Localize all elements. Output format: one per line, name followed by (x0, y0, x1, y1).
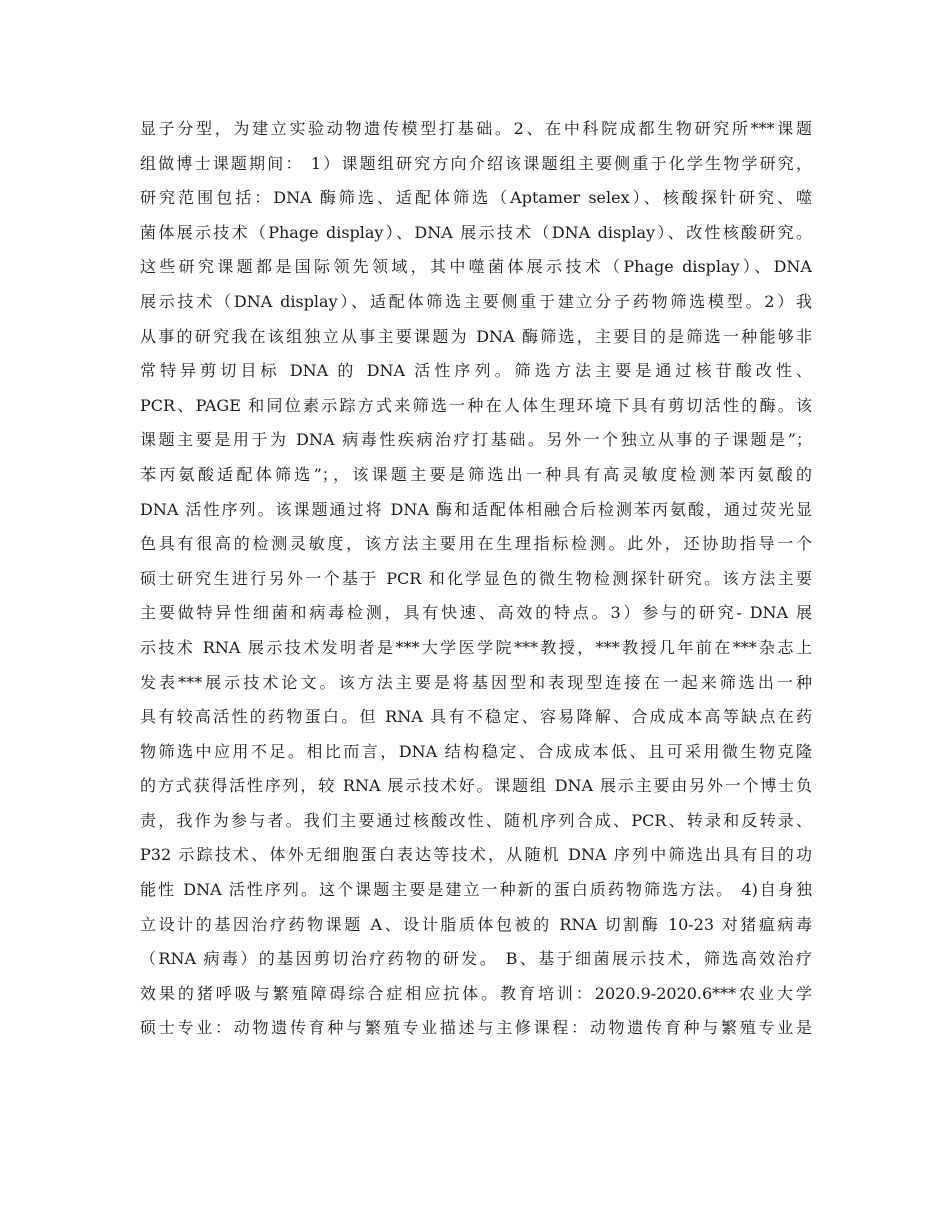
body-text (140, 112, 812, 1046)
text-line: 组做博士课题期间： 1）课题组研究方向介绍该课题组主要侧重于化学生物学研究， (140, 153, 812, 173)
text-line: 的方式获得活性序列，较 RNA 展示技术好。课题组 DNA 展示主要由另外一个博士负 (140, 776, 812, 796)
text-line: 具有较高活性的药物蛋白。但 RNA 具有不稳定、容易降解、合成成本高等缺点在药 (140, 707, 812, 727)
text-line: 这些研究课题都是国际领先领域，其中噬菌体展示技术（Phage display）、DNA (140, 257, 812, 277)
text-line: PCR、PAGE 和同位素示踪方式来筛选一种在人体生理环境下具有剪切活性的酶。该 (140, 395, 812, 415)
text-line: 示技术 RNA 展示技术发明者是***大学医学院***教授，***教授几年前在***杂志上 (140, 637, 812, 657)
text-line: 课题主要是用于为 DNA 病毒性疾病治疗打基础。另外一个独立从事的子课题是”； (140, 430, 812, 450)
text-line: 主要做特异性细菌和病毒检测，具有快速、高效的特点。3）参与的研究- DNA 展 (140, 603, 812, 623)
text-line: 硕士专业：动物遗传育种与繁殖专业描述与主修课程：动物遗传育种与繁殖专业是 (140, 1018, 812, 1038)
text-line: 苯丙氨酸适配体筛选”；，该课题主要是筛选出一种具有高灵敏度检测苯丙氨酸的 (140, 464, 812, 484)
text-line: 能性 DNA 活性序列。这个课题主要是建立一种新的蛋白质药物筛选方法。 4)自身独 (140, 880, 812, 900)
text-line: 显子分型，为建立实验动物遗传模型打基础。2、在中科院成都生物研究所***课题 (140, 119, 812, 138)
text-line: 发表***展示技术论文。该方法主要是将基因型和表现型连接在一起来筛选出一种 (140, 672, 812, 692)
text-line: （RNA 病毒）的基因剪切治疗药物的研发。 B、基于细菌展示技术，筛选高效治疗 (140, 949, 812, 969)
text-line: 硕士研究生进行另外一个基于 PCR 和化学显色的微生物检测探针研究。该方法主要 (140, 568, 812, 588)
text-line: 责，我作为参与者。我们主要通过核酸改性、随机序列合成、PCR、转录和反转录、 (140, 810, 812, 830)
text-line: 研究范围包括：DNA 酶筛选、适配体筛选（Aptamer selex）、核酸探针研究、噬 (140, 188, 812, 208)
text-line: 色具有很高的检测灵敏度，该方法主要用在生理指标检测。此外，还协助指导一个 (140, 534, 812, 554)
text-line: 效果的猪呼吸与繁殖障碍综合症相应抗体。教育培训：2020.9-2020.6***农业大学 (140, 983, 812, 1003)
text-line: 从事的研究我在该组独立从事主要课题为 DNA 酶筛选，主要目的是筛选一种能够非 (140, 326, 812, 346)
text-line: 展示技术（DNA display）、适配体筛选主要侧重于建立分子药物筛选模型。2）我 (140, 291, 812, 311)
text-line: 菌体展示技术（Phage display）、DNA 展示技术（DNA display）、改性核酸研究。 (140, 222, 812, 242)
text-line: P32 示踪技术、体外无细胞蛋白表达等技术，从随机 DNA 序列中筛选出具有目的功 (140, 845, 812, 865)
text-line: 常特异剪切目标 DNA 的 DNA 活性序列。筛选方法主要是通过核苷酸改性、 (140, 361, 812, 381)
text-line: 物筛选中应用不足。相比而言，DNA 结构稳定、合成成本低、且可采用微生物克隆 (140, 741, 812, 761)
text-line: DNA 活性序列。该课题通过将 DNA 酶和适配体相融合后检测苯丙氨酸，通过荧光显 (140, 499, 812, 519)
text-line: 立设计的基因治疗药物课题 A、设计脂质体包被的 RNA 切割酶 10-23 对猪瘟病毒 (140, 914, 812, 934)
